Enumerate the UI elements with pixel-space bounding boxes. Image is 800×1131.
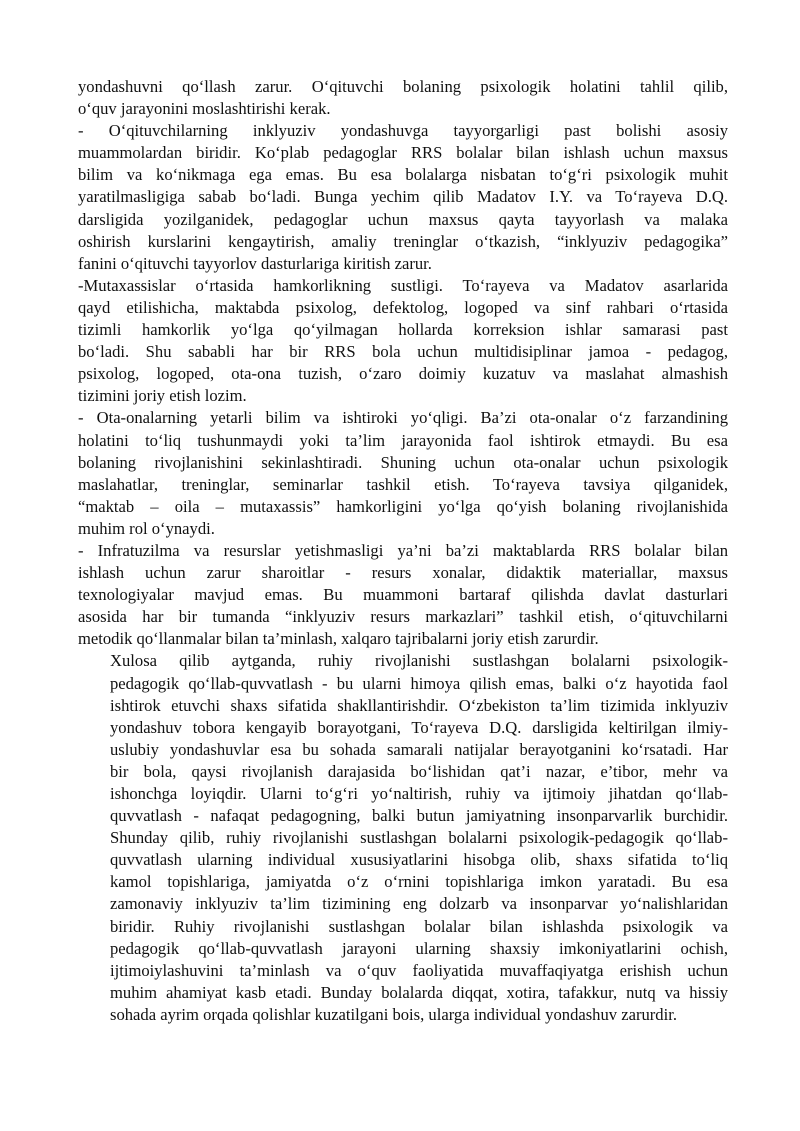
text-line: quvvatlash - nafaqat pedagogning, balki butun jamiyatning insonparvarlik burchidir. (110, 806, 728, 826)
text-line: Xulosa qilib aytganda, ruhiy rivojlanishi sustlashgan bolalarni psixologik- (110, 651, 728, 671)
text-line: zamonaviy inklyuziv ta’lim tizimining eng dolzarb va insonparvar yo‘nalishlaridan (110, 894, 728, 914)
text-line: ishtirok etuvchi shaxs sifatida shakllantirishdir. O‘zbekiston ta’lim tizimida inklyuziv (110, 695, 728, 715)
text-line: oshirish kurslarini kengaytirish, amaliy treninglar o‘tkazish, “inklyuziv pedagogika” (78, 231, 728, 251)
text-line: yondashuvni qo‘llash zarur. O‘qituvchi bolaning psixologik holatini tahlil qilib, (78, 77, 728, 96)
text-line: biridir. Ruhiy rivojlanishi sustlashgan bolalar bilan ishlashda psixologik va (110, 916, 728, 936)
text-line: asosida har bir tumanda “inklyuziv resurs markazlari” tashkil etish, o‘qituvchilarni (78, 607, 728, 627)
text-line: tizimli hamkorlik yo‘lga qo‘yilmagan hollarda korreksion ishlar samarasi past (78, 320, 728, 340)
text-line: kamol topishlariga, jamiyatda o‘z o‘rnini topishlariga imkon yaratadi. Bu esa (110, 872, 728, 892)
text-line: fanini o‘qituvchi tayyorlov dasturlariga kiritish zarur. (78, 253, 432, 273)
text-line: muhim ahamiyat kasb etadi. Bunday bolalarda diqqat, xotira, tafakkur, nutq va hissiy (110, 982, 728, 1002)
text-line: darsligida yozilganidek, pedagoglar uchun maxsus qayta tayyorlash va malaka (78, 209, 728, 229)
text-line: bir bola, qaysi rivojlanish darajasida bo‘lishidan qat’i nazar, e’tibor, mehr va (110, 761, 728, 781)
text-line: - Infratuzilma va resurslar yetishmasligi ya’ni ba’zi maktablarda RRS bolalar bilan (78, 540, 728, 560)
text-line: yondashuv tobora kengayib borayotgani, To‘rayeva D.Q. darsligida keltirilgan ilmiy- (110, 717, 728, 737)
text-line: “maktab – oila – mutaxassis” hamkorligini yo‘lga qo‘yish bolaning rivojlanishida (78, 496, 728, 516)
text-line: bo‘ladi. Shu sababli har bir RRS bola uchun multidisiplinar jamoa - pedagog, (78, 342, 728, 362)
text-line: ishlash uchun zarur sharoitlar - resurs xonalar, didaktik materiallar, maxsus (78, 563, 728, 583)
text-line: -Mutaxassislar o‘rtasida hamkorlikning sustligi. To‘rayeva va Madatov asarlarida (78, 275, 728, 295)
text-line: bolaning rivojlanishini sekinlashtiradi. Shuning uchun ota-onalar uchun psixologik (78, 452, 728, 472)
paragraph (78, 120, 728, 275)
text-line: bilim va ko‘nikmaga ega emas. Bu esa bolalarga nisbatan to‘g‘ri psixologik muhit (78, 165, 728, 185)
text-line: psixolog, logoped, ota-ona tuzish, o‘zaro doimiy kuzatuv va maslahat almashish (78, 364, 728, 384)
text-line: holatini to‘liq tushunmaydi yoki ta’lim jarayonida faol ishtirok etmaydi. Bu esa (78, 430, 728, 450)
text-line: maslahatlar, treninglar, seminarlar tashkil etish. To‘rayeva tavsiya qilganidek, (78, 474, 728, 494)
text-line: uslubiy yondashuvlar esa bu sohada samarali natijalar berayotganini ko‘rsatadi. Har (110, 739, 728, 759)
text-line: Shunday qilib, ruhiy rivojlanishi sustlashgan bolalarni psixologik-pedagogik qo‘llab- (110, 828, 728, 848)
text-line: sohada ayrim orqada qolishlar kuzatilgani bois, ularga individual yondashuv zarurdir. (110, 1004, 677, 1024)
paragraph (78, 407, 728, 540)
paragraph (78, 275, 728, 408)
text-line: quvvatlash ularning individual xususiyatlarini hisobga olib, shaxs sifatida to‘liq (110, 850, 728, 870)
paragraph (78, 650, 728, 1026)
text-line: o‘quv jarayonini moslashtirishi kerak. (78, 99, 331, 119)
paragraph (78, 540, 728, 650)
text-line: - Ota-onalarning yetarli bilim va ishtiroki yo‘qligi. Ba’zi ota-onalar o‘z farzandining (78, 408, 728, 428)
text-line: yaratilmasligiga sabab bo‘ladi. Bunga yechim qilib Madatov I.Y. va To‘rayeva D.Q. (78, 187, 728, 207)
text-line: pedagogik qo‘llab-quvvatlash - bu ularni himoya qilish emas, balki o‘z hayotida faol (110, 673, 728, 693)
text-line: qayd etilishicha, maktabda psixolog, defektolog, logoped va sinf rahbari o‘rtasida (78, 297, 728, 317)
text-line: muammolardan biridir. Ko‘plab pedagoglar RRS bolalar bilan ishlash uchun maxsus (78, 143, 728, 163)
text-line: muhim rol o‘ynaydi. (78, 518, 215, 538)
document-page (78, 76, 728, 1026)
text-line: - O‘qituvchilarning inklyuziv yondashuvga tayyorgarligi past bolishi asosiy (78, 121, 728, 141)
paragraph (78, 76, 728, 120)
text-line: texnologiyalar mavjud emas. Bu muammoni bartaraf qilishda davlat dasturlari (78, 585, 728, 605)
text-line: ijtimoiylashuvini ta’minlash va o‘quv faoliyatida muvaffaqiyatga erishish uchun (110, 960, 728, 980)
text-line: pedagogik qo‘llab-quvvatlash jarayoni ularning shaxsiy imkoniyatlarini ochish, (110, 938, 728, 958)
text-line: metodik qo‘llanmalar bilan ta’minlash, xalqaro tajribalarni joriy etish zarurdir. (78, 629, 599, 649)
text-line: tizimini joriy etish lozim. (78, 386, 247, 406)
text-line: ishonchga loyiqdir. Ularni to‘g‘ri yo‘naltirish, ruhiy va ijtimoiy jihatdan qo‘llab- (110, 784, 728, 803)
